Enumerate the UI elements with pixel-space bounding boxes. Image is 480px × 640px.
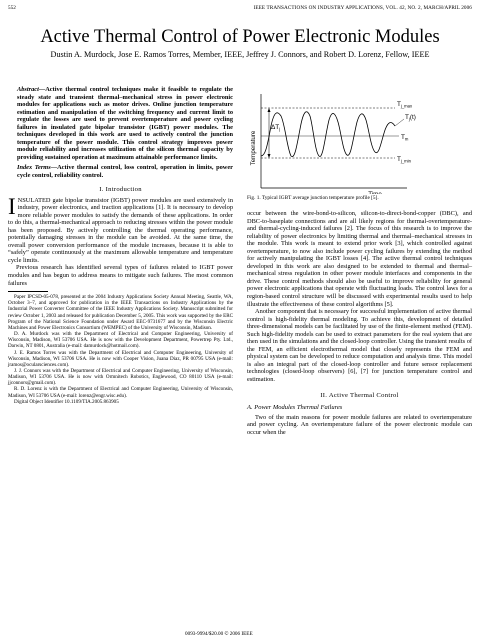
intro-paragraph-1-text: NSULATED gate bipolar transistor (IGBT) power modules are used extensively in industry, power electronics, and traction applications [1]. It is necessary to develop more reliable power modules to satisfy the demands of these applications. In order to do this, a thermal-mechanical approach to reducing stresses within the power module has been proposed. By actively controlling the thermal operating performance, potentially damaging stresses in the module can be avoided. At the same time, the overall power conversion performance of the module increases, because it is able to “safely” operate continuously at the maximum allowable temperature and temperature cycle limits. — [8, 196, 233, 264]
drop-cap: I — [8, 193, 16, 219]
left-column — [8, 86, 233, 405]
running-header — [8, 5, 472, 15]
right-paragraph-1: occur between the wire-bond-to-silicon, silicon-to-direct-bond-copper (DBC), and DBC-to-baseplate connections and are all likely regions for thermal-overtemperature- and thermal-cycling-induced failures [2]. The focus of this research is to improve the reliability of power electronics by limiting thermal and thermal–mechanical stresses in the module. This work is meant to extend prior work [3], which controlled against overtemperature, to now also include power cycling failures by extending the method for actively manipulating the IGBT losses [4]. The active thermal control techniques developed in this work are also designed to be extended to thermal and thermal–mechanical stress regulation in other power module interfaces and components in the drive. These control methods should also be useful to improve reliability for general power electronic applications that operate with fluctuating loads. The control laws for a region-based control structure will be discussed with experimental results used to help illustrate the effectiveness of these control algorithms [5]. — [247, 210, 472, 308]
abstract-label: Abstract — [17, 86, 39, 93]
footnote: J. J. Connors was with the Department of Electrical and Computer Engineering, University of Wisconsin, Madison, WI 53706 USA. He is now with Ormnitech Robotics, Englewood, CO 80110 USA (e-mail: jjconnors@gmail.com). — [8, 368, 233, 387]
author-list: Dustin A. Murdock, Jose E. Ramos Torres, Member, IEEE, Jeffrey J. Connors, and Robert D. Lorenz, Fellow, IEEE — [50, 50, 430, 59]
tj-min-label: $T_{j\_min}$ — [397, 156, 411, 164]
footnote: Paper IPCSD-05-078, presented at the 2004 Industry Applications Society Annual Meeting, Seattle, WA, October 3–7, and approved for publication in the IEEE Transactions on Industry Applications by the Industrial Power Converter Committee of the IEEE Industry Applications Society. Manuscript submitted for review October 1, 2003 and released for publication December 5, 2005. This work was supported by the ERC Program of the National Science Foundation under Award EEC-9731677 and by the Wisconsin Electric Machines and Power Electronics Consortium (WEMPEC) of the University of Wisconsin, Madison. — [8, 294, 233, 331]
abstract-text: Active thermal control techniques make it feasible to regulate the steady state and transient thermal–mechanical stress in power electronic modules for applications such as motor drives. Online junction temperature estimation and manipulation of the switching frequency and current limit to regulate the losses are used to prevent overtemperature and power cycling failures in insulated gate bipolar transistor (IGBT) power modules. The techniques developed in this work are used to actively control the junction temperature of the power module. This control strategy improves power module reliability and increases utilization of the silicon thermal capacity by providing sustained operation at maximum attainable performance limits. — [17, 86, 233, 161]
right-paragraph-3: Two of the main reasons for power module failures are related to overtemperature and power cycling. An overtemperature failure of the power electronic module can occur when the — [247, 413, 472, 436]
section-heading-introduction: I. Introduction — [99, 185, 142, 193]
footnote-doi: Digital Object Identifier 10.1109/TIA.2005.863905 — [14, 398, 119, 405]
index-terms-text: Active thermal control, loss control, operation in limits, power cycle control, reliability control. — [17, 164, 233, 180]
index-terms-label: Index Terms — [17, 164, 51, 172]
junction-temperature-plot — [247, 86, 472, 194]
right-paragraph-2: Another component that is necessary for successful implementation of active thermal control is high-fidelity thermal modeling. To achieve this, development of detailed three-dimensional models can be facilitated by use of the finite-element method (FEM). Such high-fidelity models can be used to extract parameters for the real system that are then used in the simulations and the closed-loop controller. Using the transient results of the FEM, an efficient electrothermal model that closely represents the FEM and physical system can be developed to reduce computation and analysis time. This model is also an integral part of the closed-loop controller and future sensor replacement technologies (closed-loop observers) [6], [7] for junction temperature control and estimation. — [247, 308, 472, 384]
figure-1 — [247, 86, 472, 194]
delta-t-label: $\Delta T_j$ — [271, 124, 281, 132]
footnote: R. D. Lorenz is with the Department of Electrical and Computer Engineering, University of Wisconsin, Madison, WI 53706 USA (e-mail: lorenz@engr.wisc.edu). — [8, 386, 233, 399]
right-column — [247, 86, 472, 436]
tj-max-label: $T_{j\_max}$ — [397, 101, 413, 109]
footnote-divider — [8, 291, 48, 292]
tj-t-leader — [395, 119, 404, 126]
subsection-heading: A. Power Modules Thermal Failures — [247, 403, 343, 411]
intro-paragraph-2: Previous research has identified several types of failures related to IGBT power modules and has begun to address means to mitigate such failures. The most common failures — [8, 264, 233, 287]
x-axis-label — [368, 191, 382, 194]
footnotes — [8, 294, 233, 405]
figure-1-caption: Fig. 1. Typical IGBT average junction temperature profile [5]. — [247, 195, 379, 201]
intro-paragraph-1 — [8, 193, 233, 265]
section-heading-active-thermal-control: II. Active Thermal Control — [320, 391, 399, 399]
copyright-line: 0093-9994/$20.00 © 2006 IEEE — [185, 631, 253, 637]
paper-title: Active Thermal Control of Power Electronic Modules — [40, 27, 440, 47]
footnote: D. A. Murdock was with the Department of Electrical and Computer Engineering, University of Wisconsin, Madison, WI 53706 USA. He is now with the Development Department, Powertrep Pty. Ltd., Darwin, NT 0801, Australia (e-mail: damurdock@hotmail.com). — [8, 331, 233, 350]
tj-t-label: $T_j(t)$ — [405, 114, 416, 122]
junction-temperature-curve — [261, 112, 395, 157]
tm-label: $T_m$ — [401, 134, 409, 142]
journal-name: IEEE TRANSACTIONS ON INDUSTRY APPLICATIONS, VOL. 42, NO. 2, MARCH/APRIL 2006 — [253, 5, 472, 11]
page-number: 552 — [8, 5, 16, 11]
footnote: J. E. Ramos Torres was with the Department of Electrical and Computer Engineering, University of Wisconsin, Madison, WI 53706 USA. He is now with Cooper Vision, Juana Diaz, PR 00795 USA (e-mail: jramos@ocularsciences.com). — [8, 349, 233, 368]
index-terms: Index Terms—Active thermal control, loss control, operation in limits, power cycle control, reliability control. — [17, 164, 233, 180]
abstract: Abstract—Active thermal control techniques make it feasible to regulate the steady state and transient thermal–mechanical stress in power electronic modules for applications such as motor drives. Online junction temperature estimation and manipulation of the switching frequency and current limit to regulate the losses are used to prevent overtemperature and power cycling failures in insulated gate bipolar transistor (IGBT) power modules. The techniques developed in this work are used to actively control the junction temperature of the power module. This control strategy improves power module reliability and increases utilization of the silicon thermal capacity by providing sustained operation at maximum attainable performance limits. — [17, 86, 233, 161]
y-axis-label: Temperature — [250, 130, 257, 166]
